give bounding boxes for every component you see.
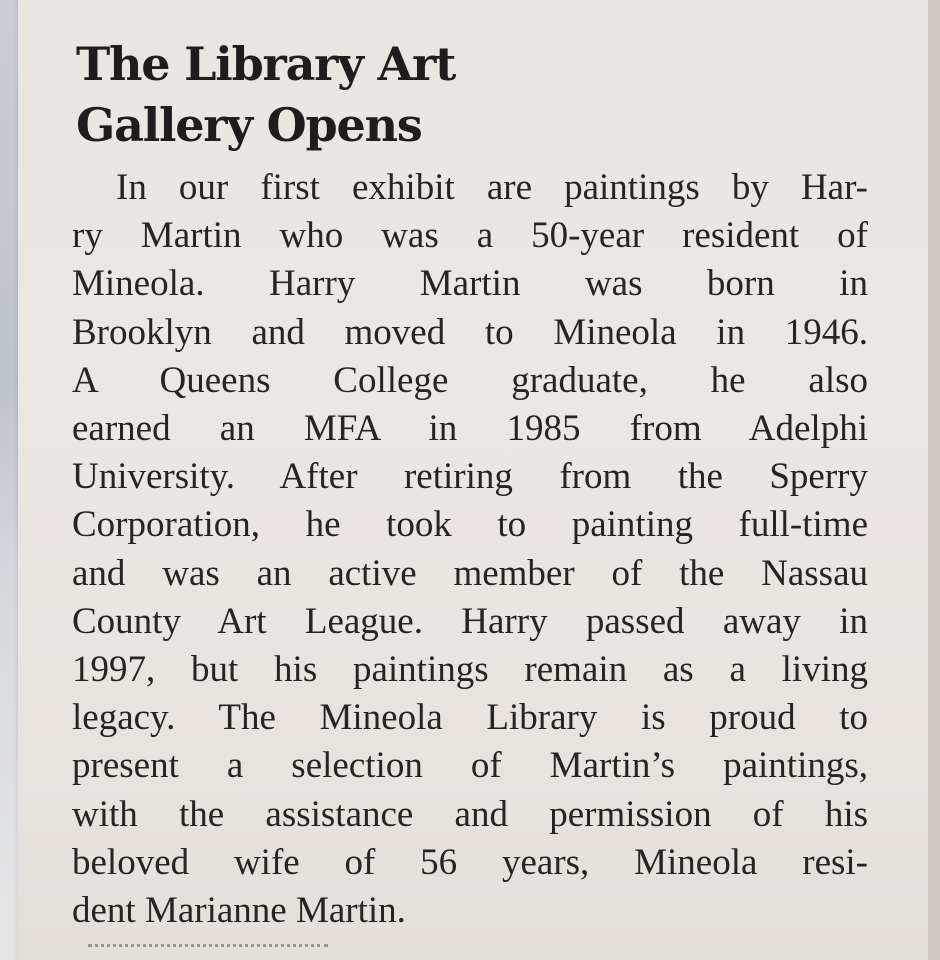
- article-headline: [76, 34, 676, 156]
- body-line-16: dent Marianne Martin.: [72, 890, 406, 932]
- body-line-11: 1997, but his paintings remain as a living: [72, 649, 868, 691]
- body-line-5: A Queens College graduate, he also: [72, 359, 868, 401]
- body-line-14: with the assistance and permission of his: [72, 793, 868, 835]
- newspaper-clipping: [18, 0, 930, 960]
- cut-off-next-article: [88, 944, 328, 957]
- body-line-13: present a selection of Martin’s paintings,: [72, 745, 868, 787]
- body-line-6: earned an MFA in 1985 from Adelphi: [72, 408, 868, 450]
- body-line-8: Corporation, he took to painting full-time: [72, 504, 868, 546]
- body-line-7: University. After retiring from the Sperry: [72, 456, 868, 498]
- headline-line-1: The Library Art: [76, 37, 456, 91]
- body-line-12: legacy. The Mineola Library is proud to: [72, 697, 868, 739]
- body-line-15: beloved wife of 56 years, Mineola resi-: [72, 841, 868, 883]
- body-line-9: and was an active member of the Nassau: [72, 552, 868, 594]
- body-line-3: Mineola. Harry Martin was born in: [72, 263, 868, 305]
- body-line-4: Brooklyn and moved to Mineola in 1946.: [72, 311, 868, 353]
- right-edge-strip: [928, 0, 940, 960]
- headline-line-2: Gallery Opens: [76, 98, 422, 152]
- body-line-2: ry Martin who was a 50-year resident of: [72, 215, 868, 257]
- body-line-1: In our first exhibit are paintings by Har-: [116, 167, 868, 208]
- article-body: [72, 164, 868, 935]
- body-line-10: County Art League. Harry passed away in: [72, 600, 868, 642]
